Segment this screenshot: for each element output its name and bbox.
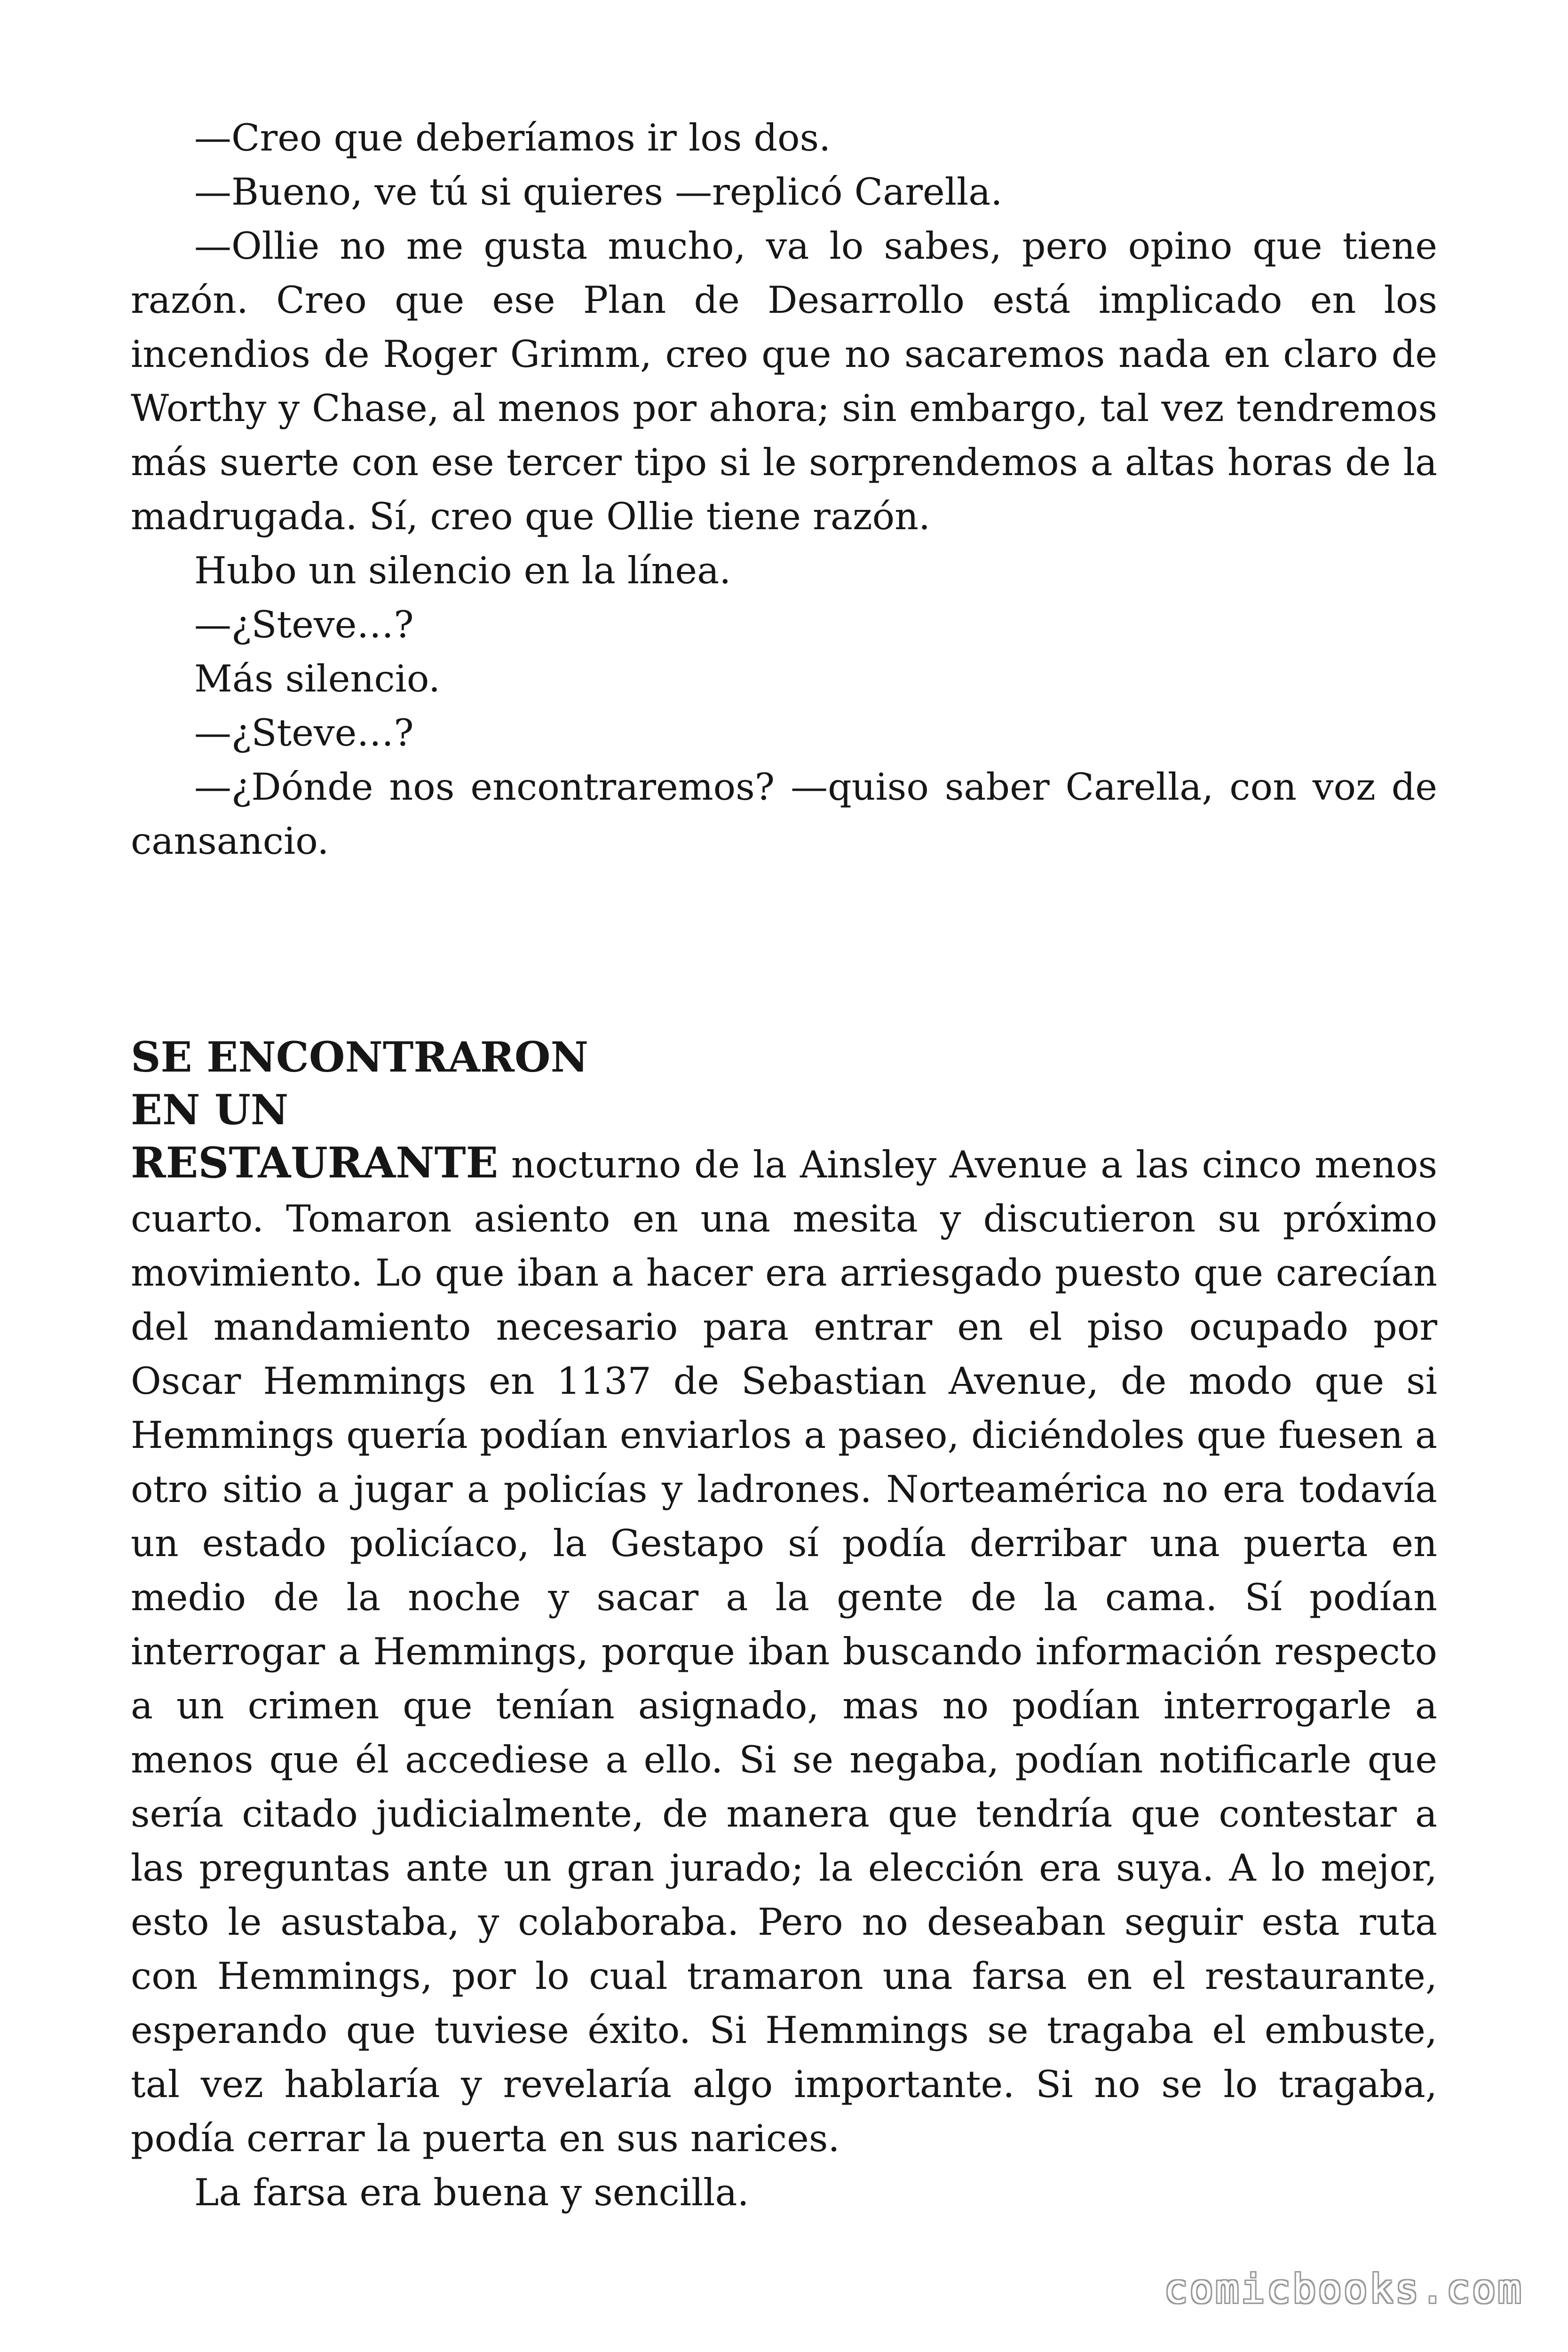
section-break <box>131 868 1437 1031</box>
paragraph-6: Más silencio. <box>194 657 441 700</box>
paragraph-8: —¿Dónde nos encontraremos? —quiso saber Carella, con voz de cansancio. <box>131 765 1437 863</box>
section-heading-line-1: SE ENCONTRARON <box>131 1033 589 1081</box>
paragraph-1: —Creo que deberíamos ir los dos. <box>194 116 831 159</box>
closing-paragraph: La farsa era buena y sencilla. <box>194 2171 749 2214</box>
section-heading-line-2: EN UN <box>131 1085 289 1134</box>
paragraph-3: —Ollie no me gusta mucho, va lo sabes, pero opino que tiene razón. Creo que ese Plan de Desarrollo está implicado en los incendios de Roger Grimm, creo que no sacaremos nada en claro de Worthy y Chase, al menos por ahora; sin embargo, tal vez tendremos más suerte con ese tercer tipo si le sorprendemos a altas horas de la madrugada. Sí, creo que Ollie tiene razón. <box>131 224 1437 538</box>
paragraph-7: —¿Steve…? <box>194 711 414 755</box>
paragraph-2: —Bueno, ve tú si quieres —replicó Carella. <box>194 170 1003 214</box>
section-lead-text: nocturno de la Ainsley Avenue a las cinco menos cuarto. Tomaron asiento en una mesita y discutieron su próximo movimiento. Lo que iban a hacer era arriesgado puesto que carecían del mandamiento necesario para entrar en el piso ocupado por Oscar Hemmings en 1137 de Sebastian Avenue, de modo que si Hemmings quería podían enviarlos a paseo, diciéndoles que fuesen a otro sitio a jugar a policías y ladrones. Norteamérica no era todavía un estado policíaco, la Gestapo sí podía derribar una puerta en medio de la noche y sacar a la gente de la cama. Sí podían interrogar a Hemmings, porque iban buscando información respecto a un crimen que tenían asignado, mas no podían interrogarle a menos que él accediese a ello. Si se negaba, podían notificarle que sería citado judicialmente, de manera que tendría que contestar a las preguntas ante un gran jurado; la elección era suya. A lo mejor, esto le asustaba, y colaboraba. Pero no deseaban seguir esta ruta con Hemmings, por lo cual tramaron una farsa en el restaurante, esperando que tuviese éxito. Si Hemmings se tragaba el embuste, tal vez hablaría y revelaría algo importante. Si no se lo tragaba, podía cerrar la puerta en sus narices. <box>131 1143 1437 2160</box>
paragraph-4: Hubo un silencio en la línea. <box>194 549 731 592</box>
section-lead-paragraph <box>131 1136 1437 2166</box>
paragraph-5: —¿Steve…? <box>194 603 414 646</box>
watermark: comicbooks.com <box>1164 2266 1523 2312</box>
section-kicker: RESTAURANTE <box>131 1138 499 1188</box>
